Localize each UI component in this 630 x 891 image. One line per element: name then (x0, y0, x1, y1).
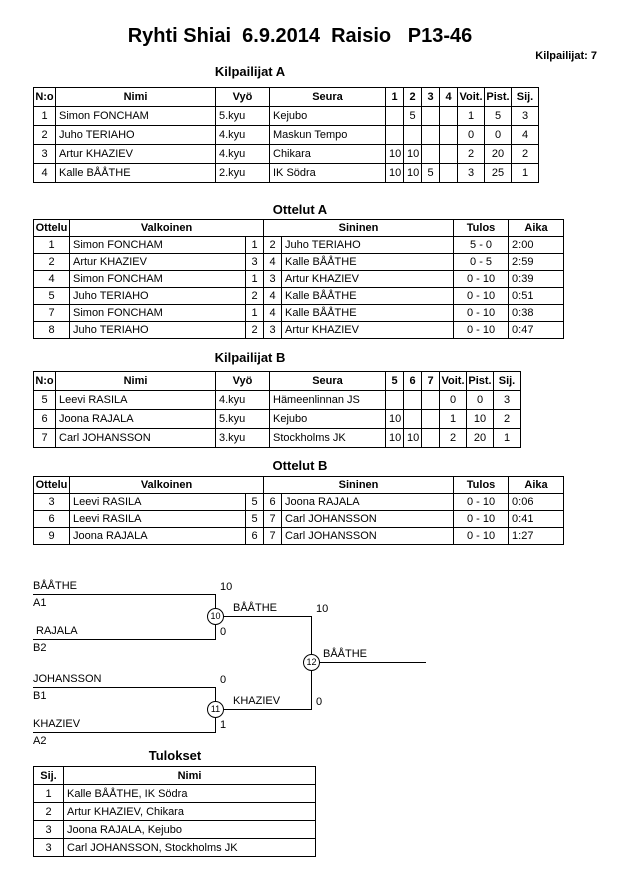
table-cell: 2 (440, 429, 467, 448)
table-cell: 6 (246, 528, 264, 545)
table-cell: 0 - 10 (454, 494, 509, 511)
table-cell: 2:59 (509, 254, 564, 271)
semifinal2-winner-line (215, 709, 312, 710)
table-cell: 3.kyu (216, 429, 270, 448)
column-header: Sij. (34, 767, 64, 785)
table-cell: Artur KHAZIEV (282, 271, 454, 288)
table-cell: 1 (34, 107, 56, 126)
table-row (34, 528, 564, 545)
table-cell (404, 126, 422, 145)
table-cell: 0 - 10 (454, 305, 509, 322)
table-cell: 0 - 10 (454, 511, 509, 528)
semifinal1-winner-name: BÅÅTHE (233, 602, 278, 614)
table-cell: Kejubo (270, 410, 386, 429)
table-cell: Simon FONCHAM (70, 305, 246, 322)
table-cell: 2 (34, 126, 56, 145)
column-header: 1 (386, 88, 404, 107)
table-cell: 3 (264, 322, 282, 339)
table-cell: 1 (246, 271, 264, 288)
table-cell: 3 (34, 145, 56, 164)
table-cell: Leevi RASILA (70, 511, 246, 528)
table-cell: 10 (404, 164, 422, 183)
table-cell: 5 - 0 (454, 237, 509, 254)
table-row (34, 145, 539, 164)
kilpailijat-a-table (33, 87, 539, 183)
table-row (34, 821, 316, 839)
table-cell: 4 (264, 288, 282, 305)
ottelut-a-table (33, 219, 564, 339)
semifinal1-match-number: 10 (207, 608, 224, 625)
table-cell: 2 (458, 145, 485, 164)
kilpailijat-b-heading: Kilpailijat B (214, 350, 286, 365)
table-cell: 5 (422, 164, 440, 183)
table-cell: 6 (34, 511, 70, 528)
table-cell: 0:47 (509, 322, 564, 339)
table-cell (440, 145, 458, 164)
table-cell: 1 (246, 305, 264, 322)
table-cell: Carl JOHANSSON (282, 528, 454, 545)
table-row (34, 322, 564, 339)
table-cell: 3 (494, 391, 521, 410)
bracket-slot1-score: 10 (220, 581, 233, 593)
table-cell: Juho TERIAHO (70, 288, 246, 305)
table-cell: 3 (512, 107, 539, 126)
table-cell: 5 (404, 107, 422, 126)
column-header-valkoinen: Valkoinen (70, 220, 264, 237)
column-header: 7 (422, 372, 440, 391)
table-cell: 3 (34, 494, 70, 511)
semifinal2-winner-score: 0 (316, 696, 323, 708)
table-cell: 4 (34, 271, 70, 288)
table-row (34, 126, 539, 145)
table-cell: Artur KHAZIEV (282, 322, 454, 339)
table-cell: 0:39 (509, 271, 564, 288)
semifinal1-winner-line (215, 616, 312, 617)
column-header: Nimi (56, 372, 216, 391)
table-cell: 0 - 10 (454, 322, 509, 339)
table-cell: 1 (34, 785, 64, 803)
header-row (34, 767, 316, 785)
bracket-slot4-seed: A2 (33, 735, 47, 747)
table-cell (440, 126, 458, 145)
table-cell: 0 (458, 126, 485, 145)
kilpailijat-a-heading: Kilpailijat A (214, 64, 286, 79)
tulokset-table (33, 766, 316, 857)
table-cell (422, 145, 440, 164)
table-cell: Stockholms JK (270, 429, 386, 448)
table-cell: 5 (246, 511, 264, 528)
table-cell (422, 107, 440, 126)
table-cell: Leevi RASILA (70, 494, 246, 511)
table-cell: 20 (485, 145, 512, 164)
column-header: 3 (422, 88, 440, 107)
table-cell: Joona RAJALA (282, 494, 454, 511)
table-cell: 0:06 (509, 494, 564, 511)
table-cell: Joona RAJALA (56, 410, 216, 429)
table-cell: 0:38 (509, 305, 564, 322)
header-row (34, 88, 539, 107)
table-cell (422, 410, 440, 429)
column-header: 2 (404, 88, 422, 107)
table-cell: 0 (440, 391, 467, 410)
column-header-aika: Aika (509, 220, 564, 237)
table-cell: 25 (485, 164, 512, 183)
table-cell: 3 (264, 271, 282, 288)
column-header-sininen: Sininen (264, 220, 454, 237)
column-header-ottelu: Ottelu (34, 220, 70, 237)
column-header: N:o (34, 88, 56, 107)
bracket-slot4-score: 1 (220, 719, 227, 731)
table-cell: 1:27 (509, 528, 564, 545)
table-cell (440, 164, 458, 183)
table-cell: Artur KHAZIEV (56, 145, 216, 164)
table-cell: 6 (34, 410, 56, 429)
final-match-number: 12 (303, 654, 320, 671)
table-cell: 4 (264, 305, 282, 322)
table-cell: Chikara (270, 145, 386, 164)
bracket-slot2-name: RAJALA (36, 625, 78, 637)
semifinal2-match-number: 11 (207, 701, 224, 718)
table-cell: Simon FONCHAM (56, 107, 216, 126)
table-cell: 4 (512, 126, 539, 145)
table-cell: 9 (34, 528, 70, 545)
table-row (34, 288, 564, 305)
table-cell: 1 (458, 107, 485, 126)
table-cell: 2 (512, 145, 539, 164)
table-cell: Kalle BÅÅTHE (282, 254, 454, 271)
table-cell (386, 107, 404, 126)
table-cell: 0 (467, 391, 494, 410)
table-cell: Carl JOHANSSON, Stockholms JK (64, 839, 316, 857)
table-cell: 1 (440, 410, 467, 429)
table-row (34, 107, 539, 126)
final-winner-name: BÅÅTHE (323, 648, 368, 660)
table-cell: 7 (34, 429, 56, 448)
competitors-count: Kilpailijat: 7 (535, 50, 597, 62)
table-cell: 10 (386, 429, 404, 448)
column-header: Seura (270, 88, 386, 107)
bracket-slot4-name: KHAZIEV (33, 718, 81, 730)
column-header: Pist. (485, 88, 512, 107)
table-row (34, 237, 564, 254)
table-cell: 0 - 10 (454, 271, 509, 288)
column-header: Nimi (56, 88, 216, 107)
table-cell: 0:51 (509, 288, 564, 305)
table-row (34, 429, 521, 448)
table-cell: 0 - 5 (454, 254, 509, 271)
table-row (34, 803, 316, 821)
bracket-slot3-name: JOHANSSON (33, 673, 102, 685)
table-cell: 1 (246, 237, 264, 254)
column-header: Sij. (512, 88, 539, 107)
table-cell: 2 (246, 322, 264, 339)
table-cell: Artur KHAZIEV (70, 254, 246, 271)
column-header: 5 (386, 372, 404, 391)
table-cell: 2 (34, 803, 64, 821)
column-header-tulos: Tulos (454, 477, 509, 494)
table-cell: 10 (386, 164, 404, 183)
table-cell (422, 429, 440, 448)
table-cell: 2:00 (509, 237, 564, 254)
table-cell (422, 391, 440, 410)
table-cell: 10 (404, 145, 422, 164)
table-cell: 4 (264, 254, 282, 271)
table-cell (386, 126, 404, 145)
table-cell: Carl JOHANSSON (56, 429, 216, 448)
bracket-slot2-line (33, 639, 216, 640)
header-row (34, 220, 564, 237)
table-cell: 5.kyu (216, 107, 270, 126)
table-row (34, 410, 521, 429)
table-cell: IK Södra (270, 164, 386, 183)
table-cell: Artur KHAZIEV, Chikara (64, 803, 316, 821)
kilpailijat-b-table (33, 371, 521, 448)
table-cell: Kalle BÅÅTHE (282, 305, 454, 322)
table-cell: 1 (512, 164, 539, 183)
header-row (34, 372, 521, 391)
bracket-slot1-line (33, 594, 216, 595)
table-cell (404, 410, 422, 429)
table-cell: Juho TERIAHO (282, 237, 454, 254)
table-cell: 10 (404, 429, 422, 448)
ottelut-a-heading: Ottelut A (272, 202, 328, 217)
column-header: Nimi (64, 767, 316, 785)
column-header-ottelu: Ottelu (34, 477, 70, 494)
table-row (34, 785, 316, 803)
table-cell: 7 (264, 528, 282, 545)
table-cell: 5 (485, 107, 512, 126)
table-cell: 1 (494, 429, 521, 448)
tulokset-heading: Tulokset (148, 748, 202, 763)
column-header: Vyö (216, 88, 270, 107)
column-header: Sij. (494, 372, 521, 391)
table-cell (422, 126, 440, 145)
table-cell: Hämeenlinnan JS (270, 391, 386, 410)
table-cell: 20 (467, 429, 494, 448)
table-cell: Carl JOHANSSON (282, 511, 454, 528)
table-cell: Kejubo (270, 107, 386, 126)
table-cell: 4 (34, 164, 56, 183)
table-cell: Leevi RASILA (56, 391, 216, 410)
table-cell: 10 (386, 145, 404, 164)
table-row (34, 305, 564, 322)
column-header: Vyö (216, 372, 270, 391)
table-cell: 2.kyu (216, 164, 270, 183)
table-cell: 10 (386, 410, 404, 429)
table-cell: Kalle BÅÅTHE, IK Södra (64, 785, 316, 803)
table-cell: Kalle BÅÅTHE (56, 164, 216, 183)
table-cell: 0:41 (509, 511, 564, 528)
column-header: 6 (404, 372, 422, 391)
table-cell: 0 - 10 (454, 288, 509, 305)
semifinal2-winner-name: KHAZIEV (233, 695, 281, 707)
table-cell: Joona RAJALA (70, 528, 246, 545)
table-row (34, 254, 564, 271)
table-cell: 7 (264, 511, 282, 528)
table-cell: Simon FONCHAM (70, 237, 246, 254)
table-row (34, 494, 564, 511)
table-cell: 2 (494, 410, 521, 429)
table-cell: 2 (246, 288, 264, 305)
table-cell: 3 (34, 839, 64, 857)
table-row (34, 164, 539, 183)
table-row (34, 511, 564, 528)
table-cell: Kalle BÅÅTHE (282, 288, 454, 305)
table-cell (386, 391, 404, 410)
table-cell: 7 (34, 305, 70, 322)
table-cell: 0 (485, 126, 512, 145)
table-cell: 4.kyu (216, 391, 270, 410)
table-row (34, 839, 316, 857)
column-header: N:o (34, 372, 56, 391)
column-header: 4 (440, 88, 458, 107)
bracket-slot4-line (33, 732, 216, 733)
table-cell: 5 (34, 391, 56, 410)
column-header-aika: Aika (509, 477, 564, 494)
final-winner-line (311, 662, 426, 663)
table-cell: 6 (264, 494, 282, 511)
bracket-slot3-line (33, 687, 216, 688)
table-cell: Simon FONCHAM (70, 271, 246, 288)
table-cell: Juho TERIAHO (70, 322, 246, 339)
table-cell: 8 (34, 322, 70, 339)
table-cell: 5 (246, 494, 264, 511)
bracket-slot2-seed: B2 (33, 642, 47, 654)
column-header: Voit. (458, 88, 485, 107)
column-header: Seura (270, 372, 386, 391)
table-cell: Juho TERIAHO (56, 126, 216, 145)
table-cell: 0 - 10 (454, 528, 509, 545)
column-header-sininen: Sininen (264, 477, 454, 494)
table-row (34, 271, 564, 288)
ottelut-b-table (33, 476, 564, 545)
table-cell (404, 391, 422, 410)
header-row (34, 477, 564, 494)
table-cell: 3 (458, 164, 485, 183)
table-cell: 3 (246, 254, 264, 271)
table-cell: Maskun Tempo (270, 126, 386, 145)
column-header: Voit. (440, 372, 467, 391)
table-cell: 5 (34, 288, 70, 305)
table-cell (440, 107, 458, 126)
ottelut-b-heading: Ottelut B (272, 458, 328, 473)
bracket-slot1-name: BÅÅTHE (33, 580, 78, 592)
table-cell: 2 (34, 254, 70, 271)
table-cell: 4.kyu (216, 145, 270, 164)
table-cell: 3 (34, 821, 64, 839)
semifinal1-winner-score: 10 (316, 603, 329, 615)
table-cell: Joona RAJALA, Kejubo (64, 821, 316, 839)
bracket-slot2-score: 0 (220, 626, 227, 638)
bracket-slot3-seed: B1 (33, 690, 47, 702)
table-cell: 4.kyu (216, 126, 270, 145)
table-row (34, 391, 521, 410)
table-cell: 5.kyu (216, 410, 270, 429)
column-header-tulos: Tulos (454, 220, 509, 237)
column-header: Pist. (467, 372, 494, 391)
page-title: Ryhti Shiai 6.9.2014 Raisio P13-46 (127, 25, 473, 47)
table-cell: 2 (264, 237, 282, 254)
table-cell: 10 (467, 410, 494, 429)
column-header-valkoinen: Valkoinen (70, 477, 264, 494)
bracket-slot1-seed: A1 (33, 597, 47, 609)
table-cell: 1 (34, 237, 70, 254)
bracket-slot3-score: 0 (220, 674, 227, 686)
